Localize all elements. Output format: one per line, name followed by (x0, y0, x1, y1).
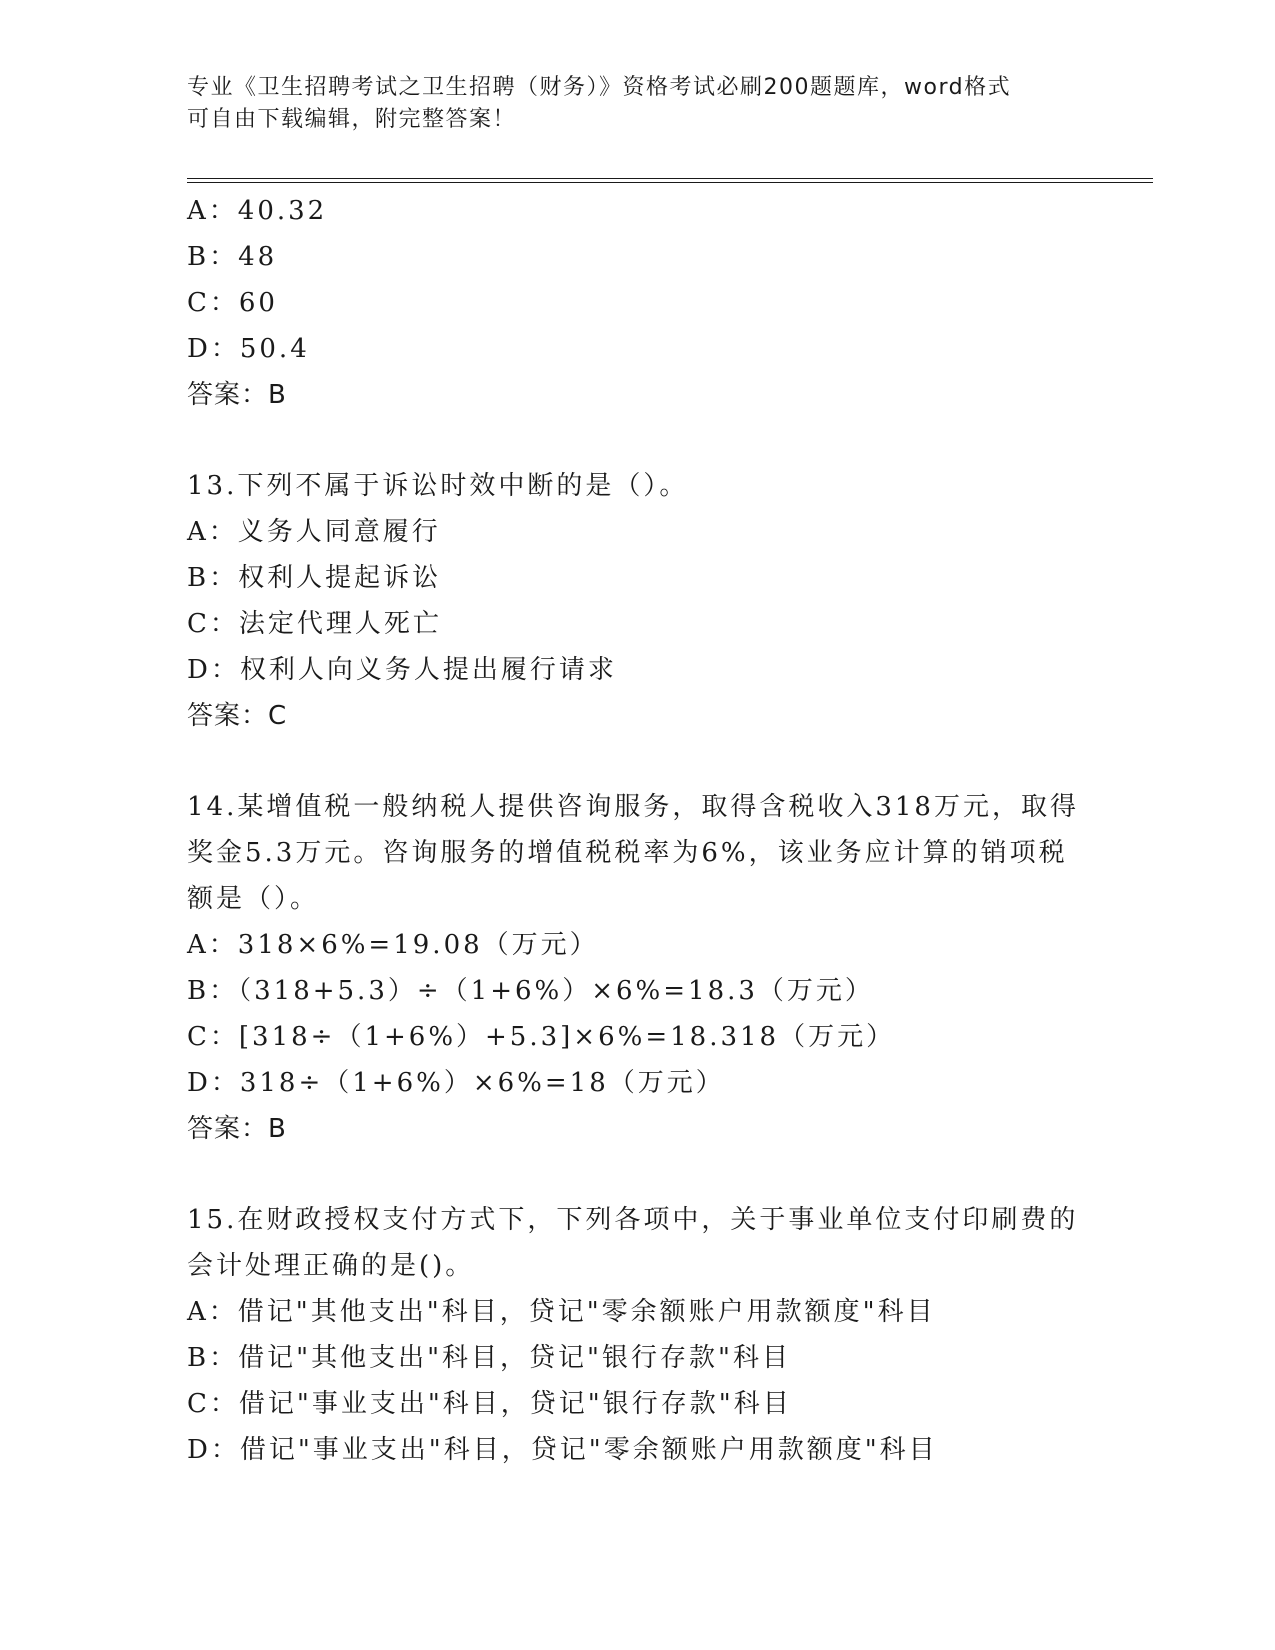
header-title-line-1: 专业《卫生招聘考试之卫生招聘（财务）》资格考试必刷200题题库，word格式 (187, 75, 1012, 100)
spacer (187, 418, 1087, 463)
question-stem-line-1: 15.在财政授权支付方式下，下列各项中，关于事业单位支付印刷费的 (187, 1205, 1079, 1235)
option-d: D：318÷（1+6%）×6%=18（万元） (187, 1068, 725, 1098)
question-stem-line-1: 14.某增值税一般纳税人提供咨询服务，取得含税收入318万元，取得 (187, 792, 1079, 822)
question-list (187, 188, 1087, 1473)
option-a: A：318×6%=19.08（万元） (187, 930, 599, 960)
header-title-line-2: 可自由下载编辑，附完整答案！ (187, 107, 517, 132)
question-12 (187, 188, 1087, 418)
option-c: C：60 (187, 288, 278, 318)
option-b: B：权利人提起诉讼 (187, 563, 442, 593)
question-14 (187, 784, 1087, 1152)
option-c: C：[318÷（1+6%）+5.3]×6%=18.318（万元） (187, 1022, 896, 1052)
option-a: A：40.32 (187, 196, 328, 226)
question-15 (187, 1197, 1087, 1473)
option-b: B：借记"其他支出"科目，贷记"银行存款"科目 (187, 1343, 791, 1373)
question-stem-line-2: 奖金5.3万元。咨询服务的增值税税率为6%，该业务应计算的销项税 (187, 838, 1068, 868)
question-13 (187, 463, 1087, 739)
question-stem-line-3: 额是（）。 (187, 884, 320, 914)
option-c: C：借记"事业支出"科目，贷记"银行存款"科目 (187, 1389, 792, 1419)
option-c: C：法定代理人死亡 (187, 609, 442, 639)
option-a: A：借记"其他支出"科目，贷记"零余额账户用款额度"科目 (187, 1297, 936, 1327)
spacer (187, 739, 1087, 784)
answer-line: 答案：B (187, 380, 287, 410)
spacer (187, 1152, 1087, 1197)
answer-line: 答案：C (187, 701, 288, 731)
option-b: B：（318+5.3）÷（1+6%）×6%=18.3（万元） (187, 976, 874, 1006)
question-stem-line-2: 会计处理正确的是()。 (187, 1251, 475, 1281)
option-d: D：50.4 (187, 334, 310, 364)
question-stem: 13.下列不属于诉讼时效中断的是（）。 (187, 471, 689, 501)
option-d: D：权利人向义务人提出履行请求 (187, 655, 617, 685)
option-a: A：义务人同意履行 (187, 517, 441, 547)
option-d: D：借记"事业支出"科目，贷记"零余额账户用款额度"科目 (187, 1435, 938, 1465)
header-divider (187, 178, 1153, 183)
answer-line: 答案：B (187, 1114, 287, 1144)
option-b: B：48 (187, 242, 278, 272)
document-header (187, 72, 1067, 136)
